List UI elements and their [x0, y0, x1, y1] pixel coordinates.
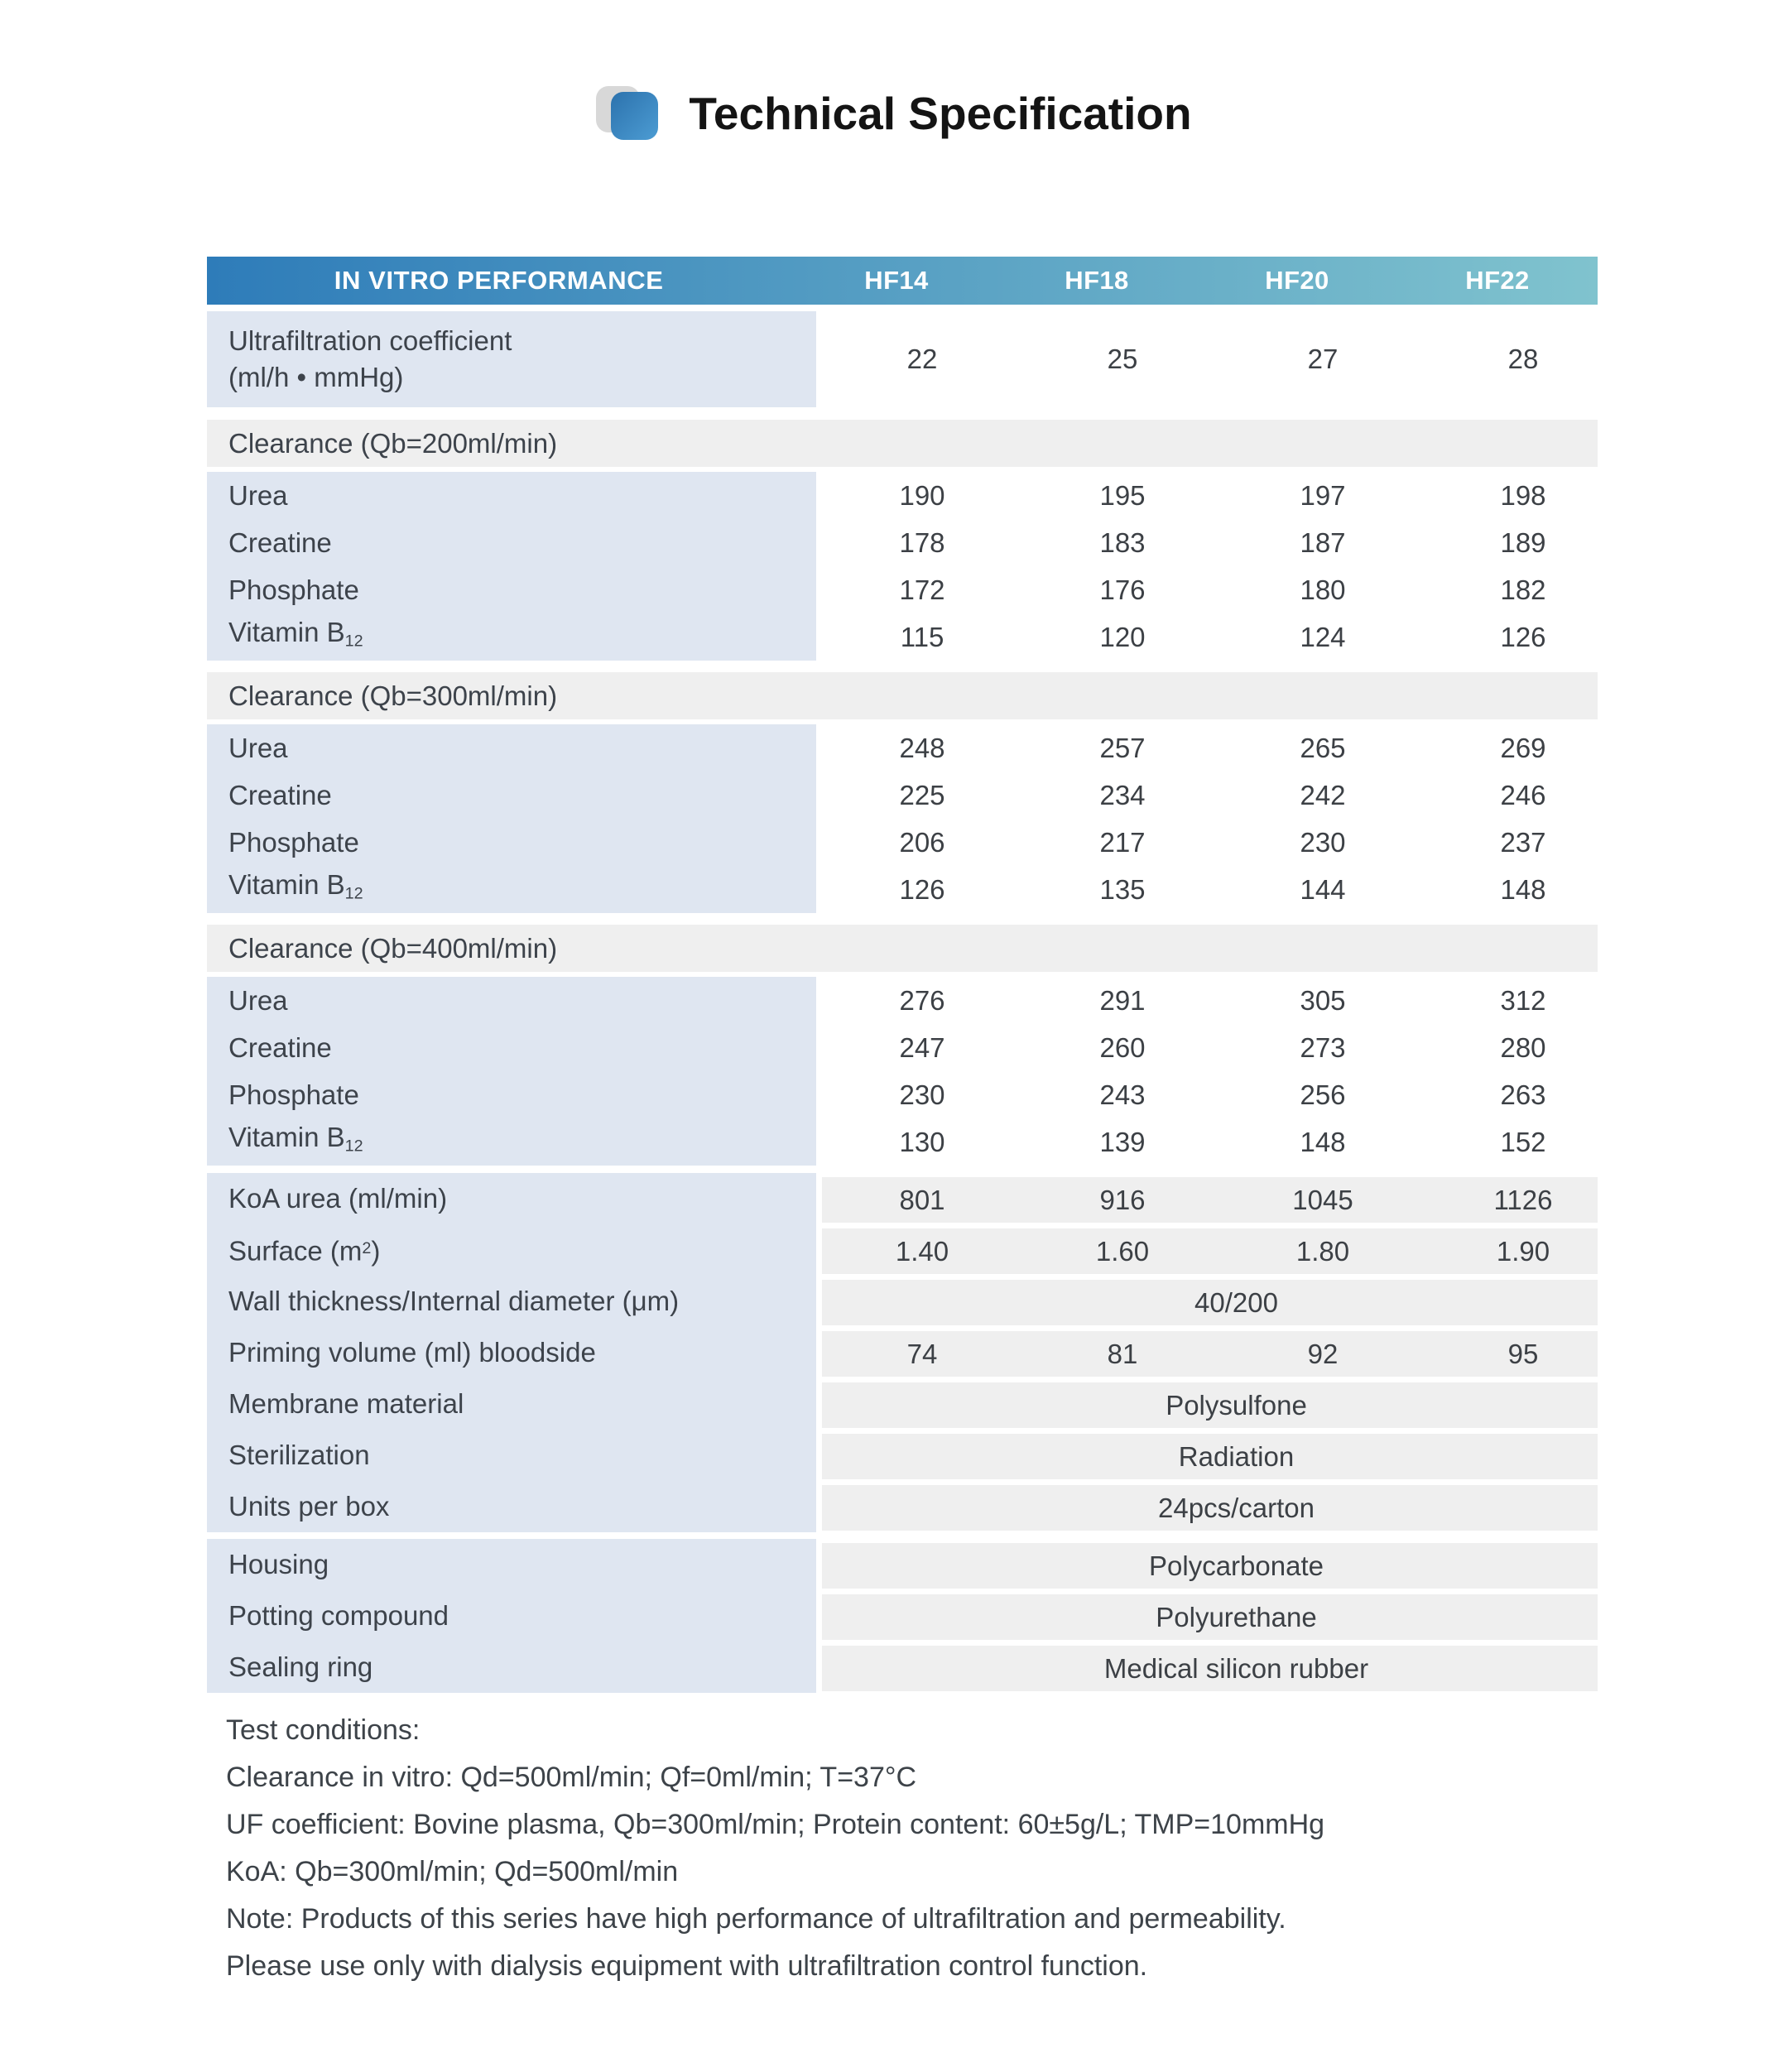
- column-gap: [816, 977, 822, 1024]
- row-label: [207, 1590, 816, 1642]
- value-grid: [822, 1071, 1623, 1118]
- cell-value: 178: [899, 526, 945, 558]
- table-row: [207, 819, 1598, 866]
- row-label: [207, 977, 816, 1024]
- row-data: [822, 566, 1598, 613]
- value-band: [822, 1228, 1598, 1274]
- row-label: [207, 613, 816, 661]
- spec-table: [207, 257, 1598, 1693]
- row-label-text: Phosphate: [228, 1079, 359, 1110]
- value-grid: [822, 1177, 1598, 1223]
- cell-value: 126: [899, 873, 945, 905]
- column-gap: [816, 1224, 822, 1276]
- page-title: Technical Specification: [689, 88, 1192, 139]
- cell-value: 260: [1099, 1031, 1146, 1063]
- row-data: [822, 1642, 1598, 1693]
- table-row: [207, 1224, 1598, 1276]
- column-header-hf20: HF20: [1265, 266, 1329, 295]
- table-row: [207, 1539, 1598, 1590]
- cell-value: 120: [1099, 621, 1146, 652]
- cell-value: 139: [1099, 1126, 1146, 1157]
- cell-value: 257: [1099, 732, 1146, 763]
- row-group-divider: [207, 1532, 1598, 1539]
- row-data: [822, 1378, 1598, 1430]
- column-gap: [816, 724, 822, 772]
- value-grid: [822, 724, 1623, 772]
- value-grid: [822, 472, 1623, 519]
- row-label-text: Housing: [228, 1549, 329, 1579]
- row-label-text: Membrane material: [228, 1388, 464, 1419]
- cell-value: 124: [1300, 621, 1346, 652]
- table-row: [207, 1071, 1598, 1118]
- section-row: [207, 925, 1598, 972]
- row-data: [822, 1481, 1598, 1532]
- column-gap: [816, 819, 822, 866]
- cell-value: 243: [1099, 1079, 1146, 1110]
- cell-value: 230: [899, 1079, 945, 1110]
- cell-value: 176: [1099, 574, 1146, 605]
- table-row: [207, 613, 1598, 661]
- table-header-columns: [796, 257, 1598, 305]
- row-data: [822, 1276, 1598, 1327]
- value-grid: [822, 1228, 1598, 1274]
- value-grid: [822, 1331, 1598, 1377]
- table-row: [207, 1481, 1598, 1532]
- column-gap: [816, 1071, 822, 1118]
- column-header-hf14: HF14: [864, 266, 929, 295]
- cell-value: 280: [1500, 1031, 1546, 1063]
- row-label-text: Surface $(m^2)$: [228, 1235, 381, 1267]
- cell-value: 801: [899, 1184, 945, 1215]
- column-gap: [816, 566, 822, 613]
- cell-value: 1.90: [1496, 1235, 1550, 1267]
- cell-value: 190: [899, 479, 945, 511]
- footnote-line: Please use only with dialysis equipment with ultrafiltration control function.: [226, 1950, 1148, 1982]
- cell-value: 148: [1300, 1126, 1346, 1157]
- cell-value: 144: [1300, 873, 1346, 905]
- row-label-text: Vitamin $B_{12}$: [228, 617, 363, 651]
- span-value-band: Medical silicon rubber: [822, 1646, 1598, 1691]
- column-gap: [816, 1378, 822, 1430]
- cell-value: 148: [1500, 873, 1546, 905]
- row-data: [822, 977, 1598, 1024]
- column-gap: [816, 519, 822, 566]
- row-label: [207, 1118, 816, 1166]
- cell-value: 130: [899, 1126, 945, 1157]
- page-title-row: [0, 86, 1788, 141]
- row-data: [822, 1327, 1598, 1378]
- cell-value: 126: [1500, 621, 1546, 652]
- row-data: [822, 866, 1598, 913]
- row-data: [822, 724, 1598, 772]
- cell-value: 195: [1099, 479, 1146, 511]
- row-data: [822, 472, 1598, 519]
- span-value-band: 24pcs/carton: [822, 1485, 1598, 1531]
- column-gap: [816, 311, 822, 407]
- table-row: [207, 866, 1598, 913]
- cell-value: 197: [1300, 479, 1346, 511]
- cell-value: 263: [1500, 1079, 1546, 1110]
- cell-value: 22: [906, 344, 938, 374]
- cell-value: 230: [1300, 826, 1346, 858]
- row-label: [207, 1276, 816, 1327]
- cell-value: 916: [1099, 1184, 1146, 1215]
- row-label: [207, 1024, 816, 1071]
- cell-value: 305: [1300, 984, 1346, 1016]
- value-grid: [822, 519, 1623, 566]
- column-gap: [816, 1539, 822, 1590]
- cell-value: 182: [1500, 574, 1546, 605]
- cell-value: 225: [899, 779, 945, 810]
- footnotes: [226, 1707, 1633, 1990]
- footnote-line: Test conditions:: [226, 1714, 421, 1746]
- row-label-text: Creatine: [228, 526, 332, 558]
- row-label-text: Ultrafiltration coefficient: [228, 325, 512, 356]
- table-row: [207, 1276, 1598, 1327]
- column-gap: [816, 1276, 822, 1327]
- cell-value: 1045: [1292, 1184, 1353, 1215]
- table-row: [207, 1430, 1598, 1481]
- row-label-text: Urea: [228, 732, 288, 763]
- row-data: [822, 1118, 1598, 1166]
- row-label-text: Wall thickness/Internal diameter (μm): [228, 1286, 680, 1316]
- cell-value: 81: [1107, 1338, 1138, 1369]
- cell-value: 198: [1500, 479, 1546, 511]
- cell-value: 247: [899, 1031, 945, 1063]
- row-label: [207, 311, 816, 407]
- table-row: [207, 1118, 1598, 1166]
- value-band: [822, 1331, 1598, 1377]
- cell-value: 312: [1500, 984, 1546, 1016]
- table-row: [207, 977, 1598, 1024]
- value-grid: [822, 866, 1623, 913]
- row-data: [822, 613, 1598, 661]
- column-gap: [816, 1642, 822, 1693]
- cell-value: 25: [1107, 344, 1138, 374]
- cell-value: 187: [1300, 526, 1346, 558]
- row-label-text: Sealing ring: [228, 1651, 373, 1682]
- row-label-text: Creatine: [228, 779, 332, 810]
- cell-value: 172: [899, 574, 945, 605]
- table-body: [207, 311, 1598, 1693]
- section-label: Clearance (Qb=400ml/min): [228, 932, 558, 964]
- row-label-text: Units per box: [228, 1491, 390, 1522]
- cell-value: 237: [1500, 826, 1546, 858]
- cell-value: 256: [1300, 1079, 1346, 1110]
- span-value-band: 40/200: [822, 1280, 1598, 1325]
- cell-value: 1.40: [895, 1235, 949, 1267]
- cell-value: 1.80: [1295, 1235, 1350, 1267]
- section-row: [207, 672, 1598, 719]
- table-row: [207, 311, 1598, 407]
- cell-value: 115: [900, 621, 944, 652]
- cell-value: 217: [1099, 826, 1146, 858]
- cell-value: 273: [1300, 1031, 1346, 1063]
- row-label: [207, 772, 816, 819]
- value-grid: [822, 772, 1623, 819]
- table-header-row: [207, 257, 1598, 305]
- cell-value: 28: [1507, 344, 1539, 374]
- footnote-line: Clearance in vitro: Qd=500ml/min; Qf=0ml/min; T=37°C: [226, 1762, 917, 1793]
- column-gap: [816, 1173, 822, 1224]
- row-label-text: Phosphate: [228, 574, 359, 605]
- footnote-line: Note: Products of this series have high performance of ultrafiltration and permeability.: [226, 1903, 1286, 1935]
- cell-value: 269: [1500, 732, 1546, 763]
- cell-value: 95: [1507, 1338, 1539, 1369]
- cell-value: 206: [899, 826, 945, 858]
- table-row: [207, 1590, 1598, 1642]
- row-label-text: Vitamin $B_{12}$: [228, 1122, 363, 1156]
- table-row: [207, 519, 1598, 566]
- cell-value: 152: [1500, 1126, 1546, 1157]
- value-grid: [822, 819, 1623, 866]
- table-row: [207, 1173, 1598, 1224]
- row-label: [207, 1224, 816, 1276]
- cell-value: 246: [1500, 779, 1546, 810]
- value-grid: [822, 1118, 1623, 1166]
- row-label: [207, 566, 816, 613]
- row-label-text: Sterilization: [228, 1440, 370, 1470]
- row-label: [207, 1173, 816, 1224]
- cell-value: 183: [1099, 526, 1146, 558]
- column-gap: [816, 1327, 822, 1378]
- row-label: [207, 1327, 816, 1378]
- column-gap: [816, 1590, 822, 1642]
- row-label-text: Urea: [228, 984, 288, 1016]
- title-bullet-icon: [596, 86, 659, 141]
- row-label-text: Urea: [228, 479, 288, 511]
- row-label: [207, 1642, 816, 1693]
- row-label: [207, 724, 816, 772]
- row-data: [822, 519, 1598, 566]
- cell-value: 291: [1099, 984, 1146, 1016]
- row-label: [207, 819, 816, 866]
- cell-value: 27: [1307, 344, 1339, 374]
- row-label: [207, 1430, 816, 1481]
- table-row: [207, 1327, 1598, 1378]
- row-data: [822, 772, 1598, 819]
- row-label: [207, 472, 816, 519]
- cell-value: 242: [1300, 779, 1346, 810]
- span-value-band: Polyurethane: [822, 1594, 1598, 1640]
- row-label-text: KoA urea (ml/min): [228, 1183, 448, 1214]
- row-label: [207, 1481, 816, 1532]
- span-value-band: Radiation: [822, 1434, 1598, 1479]
- span-value-band: Polysulfone: [822, 1382, 1598, 1428]
- row-label: [207, 1539, 816, 1590]
- footnote-line: UF coefficient: Bovine plasma, Qb=300ml/min; Protein content: 60±5g/L; TMP=10mmHg: [226, 1809, 1325, 1840]
- cell-value: 1.60: [1095, 1235, 1150, 1267]
- column-gap: [816, 1430, 822, 1481]
- value-grid: [822, 613, 1623, 661]
- row-label: [207, 519, 816, 566]
- table-row: [207, 724, 1598, 772]
- table-header-label: IN VITRO PERFORMANCE: [334, 266, 664, 295]
- table-row: [207, 1378, 1598, 1430]
- header-spacer: [791, 257, 796, 305]
- column-header-hf18: HF18: [1065, 266, 1129, 295]
- value-grid: [822, 977, 1623, 1024]
- footnote-line: KoA: Qb=300ml/min; Qd=500ml/min: [226, 1856, 679, 1887]
- cell-value: 248: [899, 732, 945, 763]
- column-gap: [816, 1024, 822, 1071]
- column-header-hf22: HF22: [1465, 266, 1530, 295]
- row-data: [822, 1430, 1598, 1481]
- cell-value: 1126: [1493, 1184, 1553, 1215]
- row-data: [822, 1539, 1598, 1590]
- cell-value: 135: [1099, 873, 1146, 905]
- row-label: [207, 866, 816, 913]
- column-gap: [816, 472, 822, 519]
- row-label-text: Priming volume (ml) bloodside: [228, 1337, 596, 1368]
- row-label-text: Potting compound: [228, 1600, 449, 1631]
- span-value-band: Polycarbonate: [822, 1543, 1598, 1589]
- row-data: [822, 1071, 1598, 1118]
- section-label: Clearance (Qb=200ml/min): [228, 427, 558, 459]
- column-gap: [816, 1481, 822, 1532]
- cell-value: 234: [1099, 779, 1146, 810]
- column-gap: [816, 613, 822, 661]
- column-gap: [816, 772, 822, 819]
- row-data: [822, 1024, 1598, 1071]
- row-data: [822, 311, 1598, 407]
- cell-value: 92: [1307, 1338, 1339, 1369]
- table-row: [207, 772, 1598, 819]
- row-data: [822, 1173, 1598, 1224]
- row-data: [822, 1590, 1598, 1642]
- icon-blue-square: [611, 92, 658, 140]
- table-row: [207, 1024, 1598, 1071]
- section-row: [207, 420, 1598, 467]
- cell-value: 189: [1500, 526, 1546, 558]
- table-row: [207, 1642, 1598, 1693]
- value-grid: [822, 566, 1623, 613]
- section-label: Clearance (Qb=300ml/min): [228, 680, 558, 711]
- column-gap: [816, 1118, 822, 1166]
- cell-value: 74: [906, 1338, 938, 1369]
- cell-value: 180: [1300, 574, 1346, 605]
- row-label: [207, 1071, 816, 1118]
- row-data: [822, 819, 1598, 866]
- table-row: [207, 566, 1598, 613]
- row-label-line2: (ml/h • mmHg): [228, 362, 404, 392]
- row-label-text: Vitamin $B_{12}$: [228, 869, 363, 903]
- cell-value: 276: [899, 984, 945, 1016]
- table-row: [207, 472, 1598, 519]
- row-data: [822, 1224, 1598, 1276]
- value-grid: [822, 311, 1623, 407]
- row-label: [207, 1378, 816, 1430]
- value-grid: [822, 1024, 1623, 1071]
- row-label-text: Phosphate: [228, 826, 359, 858]
- value-band: [822, 1177, 1598, 1223]
- column-gap: [816, 866, 822, 913]
- cell-value: 265: [1300, 732, 1346, 763]
- row-label-text: Creatine: [228, 1031, 332, 1063]
